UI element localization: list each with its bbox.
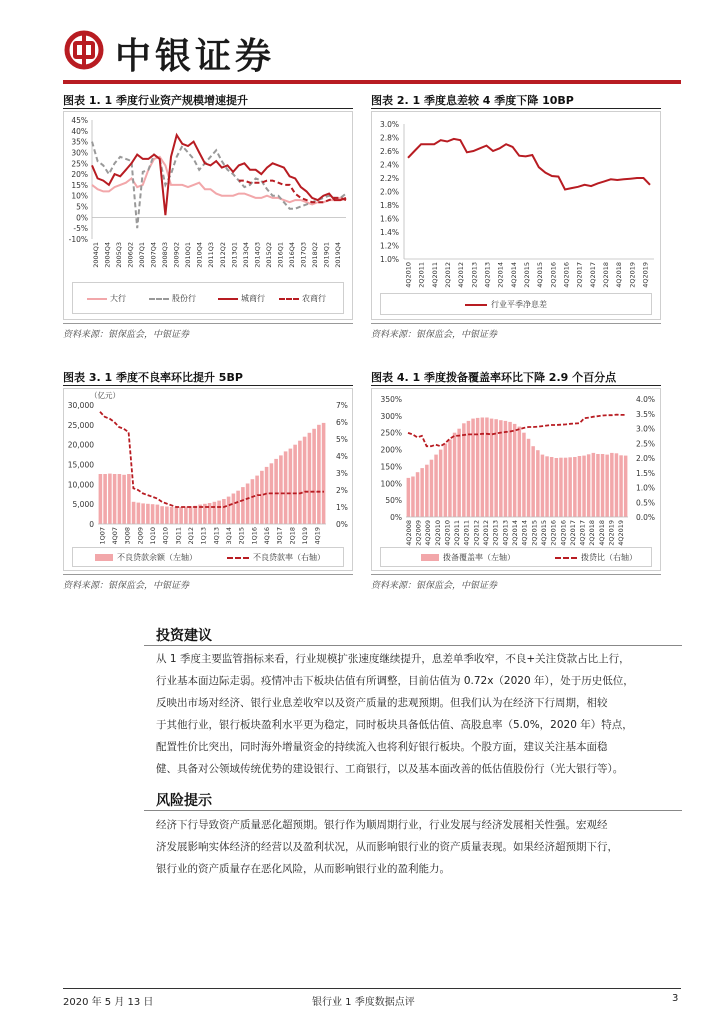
x-tick-label: 4Q13 bbox=[212, 527, 221, 545]
data-bar bbox=[462, 423, 466, 517]
legend-swatch bbox=[227, 557, 249, 559]
data-bar bbox=[467, 421, 471, 517]
y-tick-label: -5% bbox=[73, 224, 88, 234]
data-bar bbox=[481, 418, 485, 518]
x-tick-label: 4Q2015 bbox=[539, 520, 548, 546]
x-tick-label: 2Q09 bbox=[136, 527, 145, 545]
legend-swatch bbox=[421, 554, 439, 561]
y-left-tick-label: 150% bbox=[380, 462, 402, 472]
legend-swatch bbox=[87, 298, 107, 300]
data-bar bbox=[293, 445, 297, 524]
data-bar bbox=[113, 474, 117, 524]
x-tick-label: 2019Q4 bbox=[334, 242, 343, 268]
legend-swatch bbox=[465, 304, 487, 306]
fig4-legend bbox=[380, 547, 652, 567]
x-tick-label: 2Q2013 bbox=[470, 262, 479, 288]
x-tick-label: 2Q2014 bbox=[511, 520, 519, 546]
data-bar bbox=[420, 468, 424, 517]
x-tick-label: 1Q16 bbox=[250, 527, 259, 545]
y-left-tick-label: 0% bbox=[390, 513, 402, 522]
data-bar bbox=[555, 458, 559, 517]
y-tick-label: 2.0% bbox=[379, 187, 399, 197]
legend-label: 拨备覆盖率（左轴） bbox=[443, 553, 515, 562]
y-right-tick-label: 0.5% bbox=[636, 498, 656, 508]
x-tick-label: 2Q2019 bbox=[607, 520, 616, 546]
fig1-rule bbox=[63, 108, 353, 109]
x-tick-label: 1Q19 bbox=[301, 527, 309, 545]
fig3-chart bbox=[63, 388, 353, 571]
x-tick-label: 4Q2018 bbox=[597, 520, 606, 546]
data-bar bbox=[439, 450, 443, 517]
y-tick-label: 5% bbox=[76, 202, 88, 212]
x-tick-label: 2008Q3 bbox=[161, 242, 170, 268]
x-tick-label: 4Q10 bbox=[161, 527, 170, 545]
x-tick-label: 3Q14 bbox=[225, 527, 233, 545]
data-bar bbox=[165, 507, 169, 525]
data-bar bbox=[430, 460, 434, 517]
data-bar bbox=[425, 465, 429, 517]
fig3-source: 资料来源：银保监会，中银证券 bbox=[63, 581, 190, 591]
x-tick-label: 2Q2018 bbox=[601, 262, 610, 288]
data-bar bbox=[289, 449, 293, 524]
y-tick-label: 30% bbox=[71, 148, 88, 158]
invest-line: 反映出市场对经济、银行业息差收窄以及资产质量的悲观预期。但我们认为在经济下行周期，相较 bbox=[156, 697, 608, 709]
x-tick-label: 3Q11 bbox=[174, 527, 183, 545]
invest-line: 于其他行业，银行板块盈利水平更为稳定，同时板块具备低估值、高股息率（5.0%，2020 年）特点， bbox=[156, 719, 633, 731]
fig1-source-rule bbox=[63, 323, 353, 324]
fig1-title: 图表 1. 1 季度行业资产规模增速提升 bbox=[63, 94, 248, 107]
y-tick-label: 1.0% bbox=[379, 255, 399, 264]
legend-swatch bbox=[95, 554, 113, 561]
data-bar bbox=[518, 427, 522, 517]
data-bar bbox=[260, 471, 264, 524]
footer-date: 2020 年 5 月 13 日 bbox=[63, 997, 154, 1008]
data-bar bbox=[279, 455, 283, 524]
data-bar bbox=[536, 450, 540, 517]
data-bar bbox=[582, 456, 586, 517]
fig2-source: 资料来源：银保监会，中银证券 bbox=[371, 330, 498, 340]
y-right-tick-label: 3% bbox=[336, 469, 348, 478]
data-bar bbox=[303, 437, 307, 524]
fig3-svg bbox=[64, 389, 354, 572]
x-tick-label: 2013Q1 bbox=[230, 242, 239, 268]
risk-line: 银行业的资产质量存在恶化风险，从而影响银行业的盈利能力。 bbox=[156, 863, 450, 875]
legend-label: 城商行 bbox=[241, 294, 265, 303]
data-bar bbox=[592, 453, 596, 517]
x-tick-label: 4Q2010 bbox=[404, 262, 413, 288]
y-left-tick-label: 0 bbox=[89, 520, 94, 529]
x-tick-label: 4Q2011 bbox=[462, 520, 471, 546]
data-bar bbox=[274, 459, 278, 524]
y-left-tick-label: 20,000 bbox=[67, 440, 94, 450]
data-bar bbox=[471, 419, 475, 517]
legend-label: 行业平季净息差 bbox=[491, 300, 547, 309]
x-tick-label: 2Q2015 bbox=[523, 262, 531, 288]
data-bar bbox=[222, 499, 226, 524]
brand-name: 中银证券 bbox=[115, 35, 276, 77]
data-bar bbox=[513, 424, 517, 517]
risk-paragraph bbox=[156, 814, 682, 880]
data-bar bbox=[227, 497, 231, 524]
x-tick-label: 2Q15 bbox=[237, 527, 246, 545]
y-tick-label: 1.2% bbox=[379, 241, 399, 251]
x-tick-label: 4Q19 bbox=[313, 527, 322, 545]
y-left-tick-label: 300% bbox=[380, 411, 402, 421]
data-bar bbox=[194, 506, 198, 524]
x-tick-label: 2005Q3 bbox=[114, 242, 123, 268]
x-tick-label: 4Q2015 bbox=[536, 262, 545, 288]
x-tick-label: 2018Q2 bbox=[311, 241, 320, 268]
data-bar bbox=[322, 423, 326, 524]
data-bar bbox=[255, 476, 259, 524]
data-bar bbox=[312, 429, 316, 524]
legend-swatch bbox=[555, 557, 577, 559]
invest-line: 健、具备对公领域传统优势的建设银行、工商银行，以及基本面改善的低估值股份行（光大银行等）。 bbox=[156, 763, 624, 775]
data-bar bbox=[175, 507, 179, 524]
fig4-rule bbox=[371, 385, 661, 386]
data-bar bbox=[587, 454, 591, 517]
risk-rule bbox=[144, 810, 682, 811]
y-left-tick-label: 100% bbox=[380, 479, 402, 489]
x-tick-label: 2Q2012 bbox=[472, 520, 481, 546]
data-bar bbox=[619, 455, 623, 517]
x-tick-label: 4Q2017 bbox=[588, 262, 597, 288]
legend-label: 股份行 bbox=[172, 294, 196, 303]
fig4-source-rule bbox=[371, 574, 661, 575]
data-bar bbox=[251, 479, 255, 524]
y-tick-label: 45% bbox=[71, 116, 88, 125]
data-bar bbox=[141, 503, 145, 524]
data-bar bbox=[605, 455, 609, 517]
x-tick-label: 4Q2012 bbox=[457, 262, 466, 288]
x-tick-label: 2016Q4 bbox=[288, 242, 297, 268]
data-bar bbox=[160, 506, 164, 524]
y-tick-label: 40% bbox=[71, 126, 88, 136]
data-bar bbox=[151, 504, 155, 524]
x-tick-label: 2007Q4 bbox=[149, 242, 158, 268]
data-bar bbox=[317, 425, 321, 524]
fig2-legend bbox=[380, 293, 652, 315]
x-tick-label: 2Q2014 bbox=[496, 262, 505, 288]
risk-line: 济发展影响实体经济的经营以及盈利状况，从而影响银行业的资产质量表现。如果经济超预期下行， bbox=[156, 841, 618, 853]
x-tick-label: 1Q07 bbox=[98, 527, 107, 545]
x-tick-label: 4Q2014 bbox=[509, 262, 518, 288]
y-tick-label: 2.2% bbox=[379, 174, 399, 183]
header-rule bbox=[63, 80, 681, 84]
fig4-chart bbox=[371, 388, 661, 571]
bank-of-china-logo bbox=[64, 30, 104, 70]
invest-paragraph bbox=[156, 648, 682, 780]
data-bar bbox=[189, 506, 193, 524]
data-bar bbox=[146, 504, 150, 524]
data-bar bbox=[416, 472, 420, 517]
data-bar bbox=[122, 475, 126, 524]
data-bar bbox=[568, 457, 572, 517]
x-tick-label: 4Q2008 bbox=[404, 520, 413, 546]
y-right-tick-label: 3.0% bbox=[636, 424, 656, 434]
x-tick-label: 2Q18 bbox=[288, 527, 297, 545]
risk-title: 风险提示 bbox=[156, 793, 212, 809]
legend-label: 拨贷比（右轴） bbox=[581, 553, 637, 562]
y-left-tick-label: 15,000 bbox=[67, 460, 94, 470]
data-bar bbox=[508, 422, 512, 517]
data-bar bbox=[108, 474, 112, 524]
data-bar bbox=[118, 474, 122, 524]
data-bar bbox=[596, 454, 600, 517]
y-right-tick-label: 2% bbox=[336, 486, 348, 495]
data-bar bbox=[407, 478, 411, 517]
data-bar bbox=[241, 487, 245, 524]
y-tick-label: 1.6% bbox=[379, 214, 399, 224]
y-left-tick-label: 25,000 bbox=[67, 420, 94, 430]
y-right-tick-label: 6% bbox=[336, 418, 348, 427]
x-tick-label: 2Q2018 bbox=[588, 520, 597, 546]
fig3-source-rule bbox=[63, 574, 353, 575]
x-tick-label: 2Q2009 bbox=[414, 520, 423, 546]
invest-title: 投资建议 bbox=[156, 628, 212, 644]
x-tick-label: 4Q2018 bbox=[615, 262, 624, 288]
data-bar bbox=[573, 457, 577, 517]
x-tick-label: 2Q2011 bbox=[417, 262, 426, 288]
fig3-rule bbox=[63, 385, 353, 386]
x-tick-label: 2009Q2 bbox=[172, 242, 181, 268]
x-tick-label: 2Q2019 bbox=[628, 262, 637, 288]
y-tick-label: 2.4% bbox=[379, 160, 399, 170]
x-tick-label: 2007Q1 bbox=[137, 242, 146, 268]
x-tick-label: 4Q16 bbox=[263, 527, 271, 545]
x-tick-label: 2017Q3 bbox=[299, 242, 308, 268]
fig2-title: 图表 2. 1 季度息差较 4 季度下降 10BP bbox=[371, 94, 574, 107]
data-bar bbox=[453, 433, 457, 517]
x-tick-label: 1Q13 bbox=[199, 527, 208, 545]
x-tick-label: 4Q2012 bbox=[482, 520, 491, 546]
invest-line: 从 1 季度主要监管指标来看，行业规模扩张速度继续提升，息差单季收窄，不良+关注贷款占比上行， bbox=[156, 653, 630, 665]
legend-swatch bbox=[149, 298, 169, 300]
y-right-tick-label: 4.0% bbox=[636, 395, 656, 404]
data-bar bbox=[457, 429, 461, 517]
fig4-title: 图表 4. 1 季度拨备覆盖率环比下降 2.9 个百分点 bbox=[371, 371, 617, 384]
data-bar bbox=[624, 456, 628, 517]
y-right-tick-label: 0.0% bbox=[636, 513, 656, 522]
legend-label: 大行 bbox=[110, 294, 126, 303]
data-bar bbox=[265, 467, 269, 524]
x-tick-label: 2014Q3 bbox=[253, 242, 262, 268]
x-tick-label: 2004Q4 bbox=[103, 242, 112, 268]
invest-rule bbox=[144, 645, 682, 646]
x-tick-label: 4Q2014 bbox=[520, 520, 529, 546]
data-bar bbox=[236, 491, 240, 524]
footer-rule bbox=[63, 988, 681, 989]
y-tick-label: 3.0% bbox=[379, 120, 399, 129]
y-tick-label: 20% bbox=[71, 170, 88, 180]
data-bar bbox=[476, 418, 480, 517]
x-tick-label: 2016Q1 bbox=[276, 242, 285, 268]
y-tick-label: 15% bbox=[71, 180, 88, 190]
x-tick-label: 4Q2019 bbox=[641, 262, 650, 288]
y-left-tick-label: 200% bbox=[380, 445, 402, 455]
footer-title: 银行业 1 季度数据点评 bbox=[312, 997, 415, 1008]
x-tick-label: 2Q2013 bbox=[491, 520, 500, 546]
y-tick-label: 1.8% bbox=[379, 201, 399, 210]
data-bar bbox=[499, 420, 503, 517]
x-tick-label: 2Q2017 bbox=[575, 262, 584, 288]
x-tick-label: 4Q2011 bbox=[430, 262, 439, 288]
series-line-农商行 bbox=[239, 181, 346, 203]
fig4-svg bbox=[372, 389, 662, 572]
legend-label: 不良贷款余额（左轴） bbox=[117, 553, 197, 562]
x-tick-label: 2019Q1 bbox=[322, 242, 331, 268]
x-tick-label: 2Q2015 bbox=[530, 520, 539, 546]
data-bar bbox=[232, 494, 236, 525]
fig1-source: 资料来源：银保监会，中银证券 bbox=[63, 330, 190, 340]
y-right-tick-label: 1.5% bbox=[636, 468, 656, 478]
x-tick-label: 4Q2013 bbox=[501, 520, 510, 546]
invest-line: 配置性价比突出，同时海外增量资金的持续流入也将利好银行板块。个股方面，建议关注基本面稳 bbox=[156, 741, 608, 753]
y-tick-label: 0% bbox=[76, 213, 88, 223]
x-tick-label: 3Q08 bbox=[123, 527, 132, 545]
data-bar bbox=[132, 502, 136, 524]
data-bar bbox=[564, 458, 568, 517]
fig2-chart bbox=[371, 111, 661, 320]
series-line-nim bbox=[408, 139, 650, 190]
x-tick-label: 2006Q2 bbox=[126, 242, 135, 268]
data-bar bbox=[550, 457, 554, 517]
y-tick-label: 25% bbox=[71, 159, 88, 169]
y-left-tick-label: 250% bbox=[380, 428, 402, 438]
y-tick-label: 1.4% bbox=[379, 228, 399, 237]
series-line-provision-ratio bbox=[408, 415, 626, 447]
x-tick-label: 3Q17 bbox=[275, 527, 284, 545]
data-bar bbox=[298, 441, 302, 524]
fig1-legend bbox=[72, 282, 344, 314]
data-bar bbox=[127, 474, 131, 524]
data-bar bbox=[284, 451, 288, 524]
y-right-tick-label: 1% bbox=[336, 503, 348, 512]
x-tick-label: 4Q2019 bbox=[617, 520, 626, 546]
unit-label: （亿元） bbox=[90, 391, 120, 400]
y-tick-label: -10% bbox=[68, 235, 88, 244]
fig4-source: 资料来源：银保监会，中银证券 bbox=[371, 581, 498, 591]
x-tick-label: 2004Q1 bbox=[91, 242, 100, 268]
fig3-legend bbox=[72, 547, 344, 567]
data-bar bbox=[213, 502, 217, 524]
x-tick-label: 2Q2012 bbox=[444, 262, 453, 288]
x-tick-label: 2Q12 bbox=[187, 527, 195, 545]
legend-swatch bbox=[279, 298, 299, 300]
legend-swatch bbox=[218, 298, 238, 300]
y-right-tick-label: 4% bbox=[336, 452, 348, 461]
fig2-rule bbox=[371, 108, 661, 109]
y-left-tick-label: 30,000 bbox=[67, 401, 94, 410]
y-tick-label: 2.8% bbox=[379, 133, 399, 143]
y-tick-label: 2.6% bbox=[379, 147, 399, 156]
data-bar bbox=[545, 456, 549, 517]
x-tick-label: 2015Q2 bbox=[264, 242, 273, 268]
data-bar bbox=[522, 433, 526, 517]
x-tick-label: 2010Q1 bbox=[184, 242, 193, 268]
x-tick-label: 4Q2013 bbox=[483, 262, 492, 288]
risk-line: 经济下行导致资产质量恶化超预期。银行作为顺周期行业，行业发展与经济发展相关性强。宏观经 bbox=[156, 819, 608, 831]
y-right-tick-label: 7% bbox=[336, 401, 348, 410]
data-bar bbox=[615, 453, 619, 517]
y-left-tick-label: 50% bbox=[385, 496, 402, 506]
invest-line: 行业基本面边际走弱。疫情冲击下板块估值有所调整，目前估值为 0.72x（2020 年），处于历史低位， bbox=[156, 675, 634, 687]
y-right-tick-label: 5% bbox=[336, 435, 348, 444]
data-bar bbox=[411, 477, 415, 518]
data-bar bbox=[444, 444, 448, 518]
data-bar bbox=[504, 421, 508, 517]
x-tick-label: 2Q2016 bbox=[549, 520, 558, 546]
fig1-chart bbox=[63, 111, 353, 320]
data-bar bbox=[170, 507, 174, 524]
x-tick-label: 2010Q4 bbox=[195, 242, 204, 268]
data-bar bbox=[578, 456, 582, 517]
data-bar bbox=[485, 418, 489, 518]
x-tick-label: 4Q2017 bbox=[578, 520, 587, 546]
legend-label: 农商行 bbox=[302, 294, 326, 303]
data-bar bbox=[184, 507, 188, 525]
data-bar bbox=[99, 474, 103, 524]
data-bar bbox=[156, 505, 160, 524]
y-tick-label: 35% bbox=[71, 137, 88, 147]
x-tick-label: 2Q2011 bbox=[453, 520, 462, 546]
data-bar bbox=[559, 458, 563, 517]
data-bar bbox=[179, 507, 183, 524]
y-right-tick-label: 1.0% bbox=[636, 483, 656, 493]
x-tick-label: 4Q2016 bbox=[562, 262, 571, 288]
data-bar bbox=[601, 454, 605, 517]
fig3-title: 图表 3. 1 季度不良率环比提升 5BP bbox=[63, 371, 243, 384]
data-bar bbox=[246, 484, 250, 525]
data-bar bbox=[308, 433, 312, 524]
data-bar bbox=[531, 446, 535, 517]
x-tick-label: 2011Q3 bbox=[207, 242, 216, 268]
y-right-tick-label: 0% bbox=[336, 520, 348, 529]
fig2-source-rule bbox=[371, 323, 661, 324]
data-bar bbox=[610, 453, 614, 517]
x-tick-label: 2Q2017 bbox=[568, 520, 577, 546]
fig2-svg bbox=[372, 112, 662, 321]
data-bar bbox=[103, 474, 107, 524]
y-right-tick-label: 2.5% bbox=[636, 439, 656, 449]
footer-page: 3 bbox=[672, 993, 679, 1004]
y-left-tick-label: 5,000 bbox=[72, 500, 94, 510]
y-right-tick-label: 2.0% bbox=[636, 454, 656, 463]
y-right-tick-label: 3.5% bbox=[636, 409, 656, 419]
data-bar bbox=[527, 439, 531, 517]
series-line-股份行 bbox=[92, 142, 346, 229]
y-tick-label: 10% bbox=[71, 191, 88, 201]
x-tick-label: 2012Q2 bbox=[218, 242, 227, 268]
x-tick-label: 2Q2010 bbox=[433, 520, 442, 546]
data-bar bbox=[448, 440, 452, 518]
x-tick-label: 4Q2009 bbox=[424, 520, 433, 546]
data-bar bbox=[541, 455, 545, 517]
x-tick-label: 2013Q4 bbox=[241, 242, 250, 268]
data-bar bbox=[217, 501, 221, 524]
x-tick-label: 1Q10 bbox=[149, 527, 157, 545]
x-tick-label: 2Q2016 bbox=[549, 262, 558, 288]
x-tick-label: 4Q07 bbox=[111, 527, 119, 545]
data-bar bbox=[434, 455, 438, 517]
x-tick-label: 4Q2010 bbox=[443, 520, 452, 546]
x-tick-label: 4Q2016 bbox=[559, 520, 568, 546]
data-bar bbox=[137, 503, 141, 524]
y-left-tick-label: 350% bbox=[380, 395, 402, 404]
legend-label: 不良贷款率（右轴） bbox=[253, 553, 325, 562]
y-left-tick-label: 10,000 bbox=[67, 480, 94, 490]
